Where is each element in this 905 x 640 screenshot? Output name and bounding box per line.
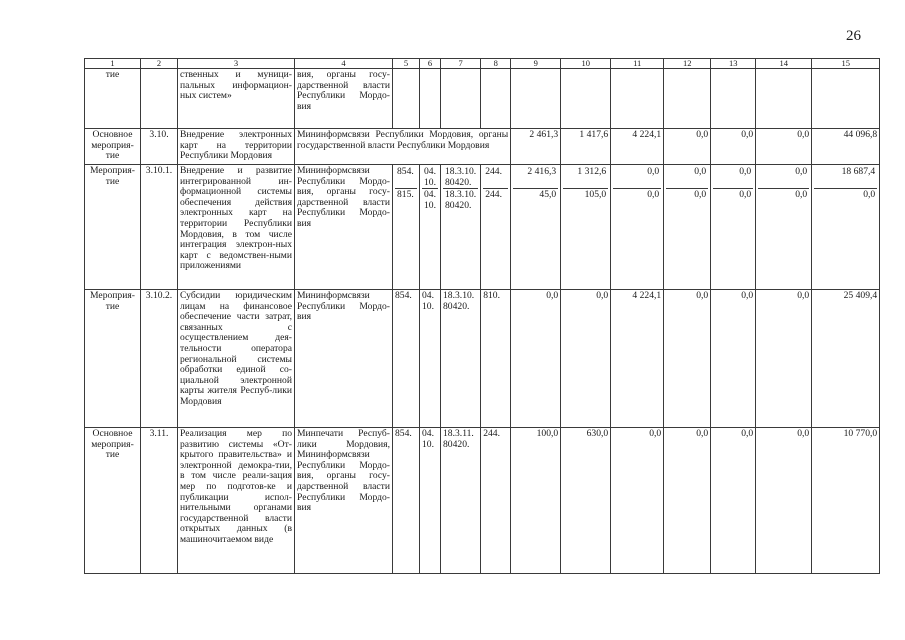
column-number: 15 [812, 59, 880, 69]
row-value: 0,0 [711, 129, 756, 165]
column-number: 8 [481, 59, 511, 69]
column-number: 9 [511, 59, 561, 69]
row-name: Субсидии юридическим лицам на финансовое обеспечение части затрат, связанных с осуществлением дея-тельности оператора региональной системы обработки единой со-циальной электронной карты жителя Респуб-лики Мордовия [178, 290, 295, 428]
row-code: 3.10.1. [141, 165, 178, 290]
column-number-row [85, 59, 880, 69]
row-value: 0,0 [664, 290, 711, 428]
row-value-cell [812, 165, 880, 290]
table-row [85, 129, 880, 165]
column-number: 12 [664, 59, 711, 69]
row-value: 4 224,1 [611, 129, 664, 165]
row-value: 0,0 [511, 290, 561, 428]
row-value: 0,0 [739, 189, 752, 200]
row-executor: Минпечати Респуб-лики Мордовия, Мининформсвязи Республики Мордо-вия, органы госу-дарственной власти Республики Мордо-вия [295, 428, 393, 574]
row-executor: Мининформсвязи Республики Мордо-вия, органы госу-дарственной власти Республики Мордо-вия [295, 165, 393, 290]
row-value: 0,0 [756, 290, 812, 428]
row-rz: 04. 10. [420, 290, 441, 428]
row-csr: 18.3.11. 80420. [441, 428, 481, 574]
row-value [561, 69, 611, 129]
row-value-cell [664, 165, 711, 290]
row-vr-cell [481, 165, 511, 290]
column-number: 10 [561, 59, 611, 69]
column-number: 2 [141, 59, 178, 69]
row-value-cell [711, 165, 756, 290]
column-number: 13 [711, 59, 756, 69]
column-number: 7 [441, 59, 481, 69]
row-value: 0,0 [711, 428, 756, 574]
row-value: 0,0 [758, 166, 809, 189]
row-rz-cell [420, 165, 441, 290]
row-value: 4 224,1 [611, 290, 664, 428]
row-name: Внедрение и развитие интегрированной ин-формационной системы обеспечения действия электронных карт на территории Республики Мордовия, в том числе интеграция электрон-ных карт с ведомствен-ными приложениями [178, 165, 295, 290]
row-csr [441, 69, 481, 129]
row-value-cell [611, 165, 664, 290]
row-value: 0,0 [613, 166, 661, 189]
row-type: Мероприя-тие [85, 290, 141, 428]
row-grbs [393, 69, 420, 129]
table-row [85, 290, 880, 428]
row-value [711, 69, 756, 129]
row-name: ственных и муници-пальных информацион-ных систем» [178, 69, 295, 129]
row-value: 10 770,0 [812, 428, 880, 574]
row-csr: 18.3.10. 80420. [445, 189, 477, 211]
page-number: 26 [846, 28, 861, 44]
row-value: 0,0 [561, 290, 611, 428]
row-value: 0,0 [713, 166, 753, 189]
row-csr: 18.3.10. 80420. [441, 290, 481, 428]
row-code: 3.10. [141, 129, 178, 165]
row-value [664, 69, 711, 129]
row-code [141, 69, 178, 129]
row-value-cell [561, 165, 611, 290]
row-value: 0,0 [664, 129, 711, 165]
row-code: 3.10.2. [141, 290, 178, 428]
row-value: 0,0 [647, 189, 660, 200]
row-value: 105,0 [584, 189, 607, 200]
row-value [812, 69, 880, 129]
row-vr: 244. [481, 428, 511, 574]
row-value: 0,0 [666, 166, 708, 189]
row-value: 0,0 [694, 189, 707, 200]
row-rz [420, 69, 441, 129]
row-csr: 18.3.10. 80420. [445, 166, 477, 188]
row-vr: 244. [485, 189, 502, 200]
table-row [85, 165, 880, 290]
table-row [85, 428, 880, 574]
row-value: 0,0 [664, 428, 711, 574]
column-number: 4 [295, 59, 393, 69]
row-grbs: 854. [395, 166, 417, 189]
row-value: 0,0 [863, 189, 876, 200]
row-value: 0,0 [756, 129, 812, 165]
row-executor: Мининформсвязи Республики Мордо-вия [295, 290, 393, 428]
row-rz: 04. 10. [424, 189, 436, 211]
row-name: Внедрение электронных карт на территории Республики Мордовия [178, 129, 295, 165]
row-vr [481, 69, 511, 129]
row-grbs: 854. [393, 428, 420, 574]
column-number: 11 [611, 59, 664, 69]
row-value: 630,0 [561, 428, 611, 574]
row-value: 25 409,4 [812, 290, 880, 428]
column-number: 3 [178, 59, 295, 69]
row-value [611, 69, 664, 129]
row-type: Основное мероприя-тие [85, 428, 141, 574]
row-value: 100,0 [511, 428, 561, 574]
row-value: 2 461,3 [511, 129, 561, 165]
row-value: 45,0 [539, 189, 557, 200]
row-grbs: 815. [397, 189, 414, 200]
column-number: 14 [756, 59, 812, 69]
row-value: 0,0 [795, 189, 808, 200]
row-code: 3.11. [141, 428, 178, 574]
row-csr-cell [441, 165, 481, 290]
row-value: 0,0 [611, 428, 664, 574]
row-vr: 244. [483, 166, 508, 189]
row-value: 0,0 [756, 428, 812, 574]
column-number: 1 [85, 59, 141, 69]
row-value: 1 312,6 [563, 166, 608, 189]
row-executor: вия, органы госу-дарственной власти Республики Мордо-вия [295, 69, 393, 129]
row-type: тие [85, 69, 141, 129]
column-number: 6 [420, 59, 441, 69]
row-value: 44 096,8 [812, 129, 880, 165]
row-value-cell [511, 165, 561, 290]
row-vr: 810. [481, 290, 511, 428]
row-value [511, 69, 561, 129]
row-grbs-cell [393, 165, 420, 290]
row-rz: 04. 10. [420, 428, 441, 574]
row-grbs: 854. [393, 290, 420, 428]
budget-table [84, 58, 880, 574]
row-value [756, 69, 812, 129]
row-type: Мероприя-тие [85, 165, 141, 290]
row-type: Основное мероприя-тие [85, 129, 141, 165]
row-value-cell [756, 165, 812, 290]
row-name: Реализация мер по развитию системы «От-крытого правительства» и электронной демокра-тии, в том числе реали-зация мер по подготов-ке и публикации испол-нительными органами государственной власти открытых данных (в машиночитаемом виде [178, 428, 295, 574]
column-number: 5 [393, 59, 420, 69]
table-row [85, 69, 880, 129]
row-value: 1 417,6 [561, 129, 611, 165]
row-value: 2 416,3 [513, 166, 558, 189]
row-value: 0,0 [711, 290, 756, 428]
row-rz: 04. 10. [424, 166, 436, 188]
row-executor: Мининформсвязи Республики Мордовия, органы государственной власти Республики Мордовия [295, 129, 511, 165]
row-value: 18 687,4 [814, 166, 877, 189]
